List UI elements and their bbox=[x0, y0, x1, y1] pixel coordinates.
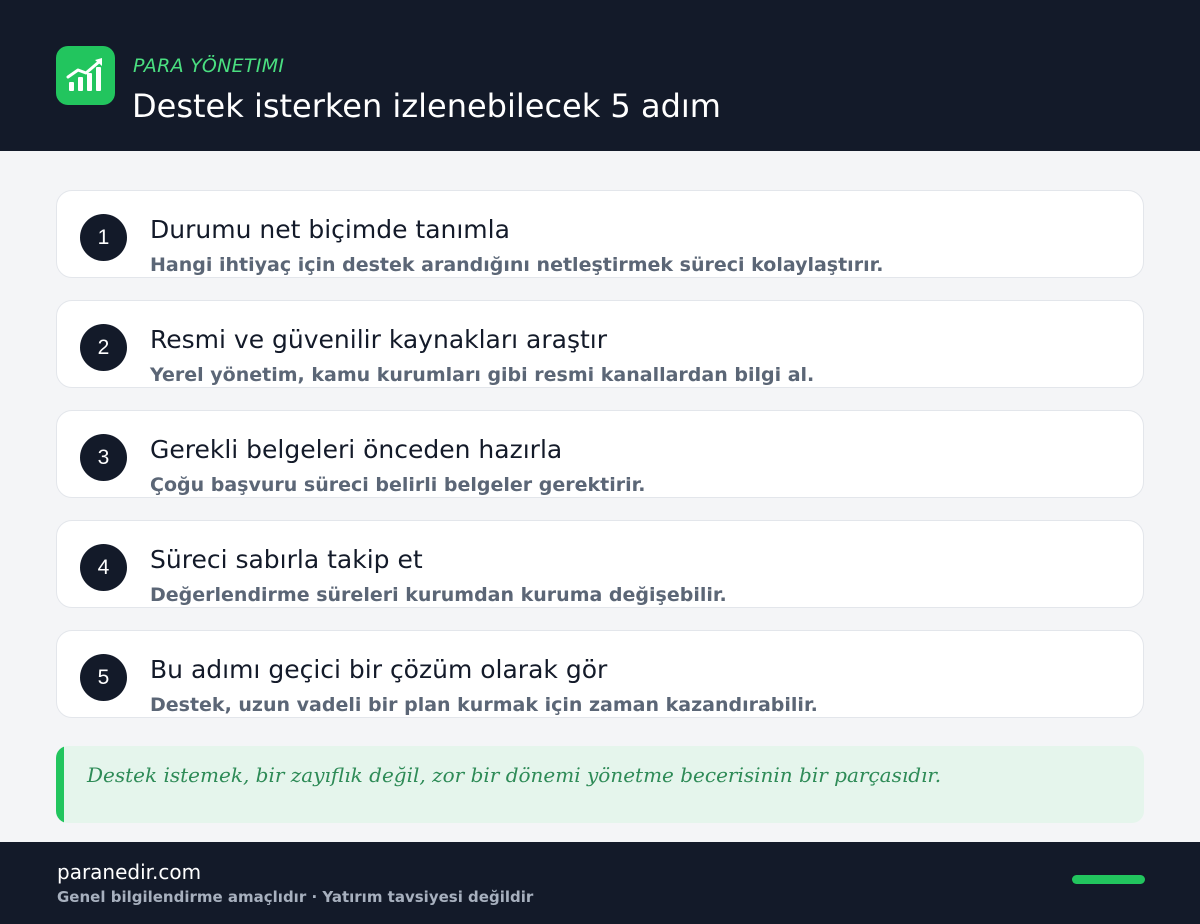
bar-chart-growth-icon bbox=[56, 46, 115, 105]
step-number: 5 bbox=[80, 654, 127, 701]
callout-text: Destek istemek, bir zayıflık değil, zor bir dönemi yönetme becerisinin bir parçasıdır. bbox=[87, 763, 942, 787]
step-description: Hangi ihtiyaç için destek arandığını netleştirmek süreci kolaylaştırır. bbox=[150, 254, 884, 276]
step-number: 4 bbox=[80, 544, 127, 591]
callout-accent-bar bbox=[56, 746, 64, 823]
logo bbox=[56, 46, 115, 105]
step-number: 1 bbox=[80, 214, 127, 261]
footer bbox=[0, 842, 1200, 924]
header bbox=[0, 0, 1200, 151]
step-number: 2 bbox=[80, 324, 127, 371]
site-name: paranedir.com bbox=[57, 860, 202, 884]
step-title: Bu adımı geçici bir çözüm olarak gör bbox=[150, 655, 608, 684]
category-label: PARA YÖNETIMI bbox=[133, 55, 285, 77]
step-number: 3 bbox=[80, 434, 127, 481]
disclaimer-text: Genel bilgilendirme amaçlıdır · Yatırım tavsiyesi değildir bbox=[57, 888, 534, 906]
step-description: Değerlendirme süreleri kurumdan kuruma değişebilir. bbox=[150, 584, 727, 606]
step-title: Durumu net biçimde tanımla bbox=[150, 215, 510, 244]
step-card-1 bbox=[56, 190, 1144, 278]
step-description: Destek, uzun vadeli bir plan kurmak için zaman kazandırabilir. bbox=[150, 694, 818, 716]
step-description: Çoğu başvuru süreci belirli belgeler gerektirir. bbox=[150, 474, 646, 496]
quote-callout bbox=[56, 746, 1144, 823]
step-card-5 bbox=[56, 630, 1144, 718]
step-card-3 bbox=[56, 410, 1144, 498]
step-card-4 bbox=[56, 520, 1144, 608]
footer-accent-bar bbox=[1072, 875, 1145, 884]
step-card-2 bbox=[56, 300, 1144, 388]
step-title: Resmi ve güvenilir kaynakları araştır bbox=[150, 325, 608, 354]
step-title: Gerekli belgeleri önceden hazırla bbox=[150, 435, 563, 464]
step-description: Yerel yönetim, kamu kurumları gibi resmi kanallardan bilgi al. bbox=[150, 364, 815, 386]
page-title: Destek isterken izlenebilecek 5 adım bbox=[132, 87, 721, 125]
step-title: Süreci sabırla takip et bbox=[150, 545, 423, 574]
